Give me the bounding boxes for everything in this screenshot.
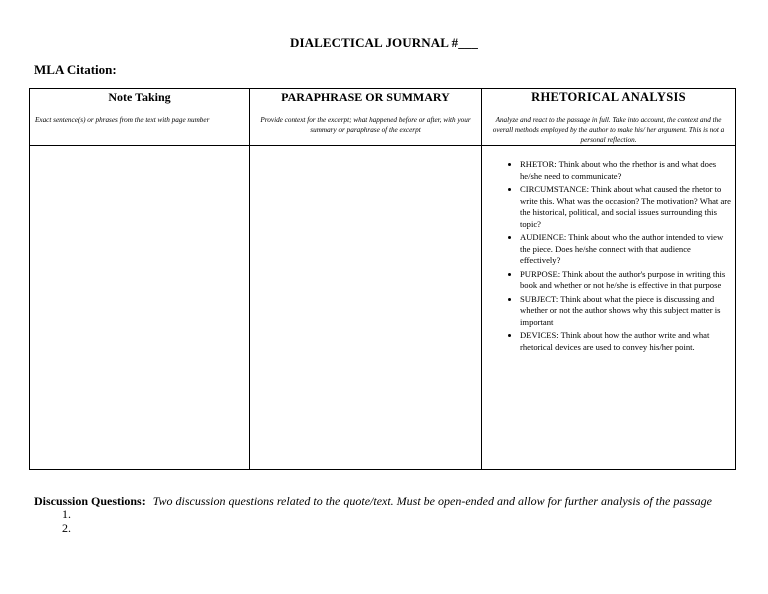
paraphrase-cell[interactable]: [250, 146, 482, 470]
journal-title: DIALECTICAL JOURNAL #___: [289, 35, 479, 50]
discussion-prompt: Two discussion questions related to the quote/text. Must be open-ended and allow for further analysis of the passage: [152, 494, 712, 508]
rhetorical-instructions: Analyze and react to the passage in full. Take into account, the context and the overall methods employed by the author to make his/ her argument. This is not a personal reflection.: [492, 116, 725, 144]
bullet-purpose: • PURPOSE: Think about the author's purpose in writing this book and whether or not he/she is effective in that purpose: [520, 269, 731, 292]
bullet-devices: • DEVICES: Think about how the author write and what rhetorical devices are used to convey his/her point.: [520, 330, 731, 353]
rhetorical-analysis-cell[interactable]: [482, 146, 736, 470]
note-taking-heading: Note Taking: [108, 90, 171, 104]
bullet-circumstance: • CIRCUMSTANCE: Think about what caused the rhetor to write this. What was the occasion? The motivation? What are the historical, political, and social issues surrounding this topic?: [520, 184, 731, 230]
table-body-row: [30, 146, 736, 470]
bullet-subject: • SUBJECT: Think about what the piece is discussing and whether or not the author shows why this subject matter is important: [520, 294, 731, 329]
journal-table: [29, 88, 736, 470]
discussion-questions: [34, 494, 712, 509]
discussion-question-2[interactable]: 2.: [62, 520, 71, 535]
bullet-rhetor: • RHETOR: Think about who the rhethor is and what does he/she need to communicate?: [520, 159, 731, 182]
bullet-audience: • AUDIENCE: Think about who the author intended to view the piece. Does he/she connect with that audience effectively?: [520, 232, 731, 267]
note-taking-header-cell: [30, 89, 250, 146]
note-taking-cell[interactable]: [30, 146, 250, 470]
paraphrase-heading: PARAPHRASE OR SUMMARY: [281, 90, 450, 104]
discussion-question-1[interactable]: 1.: [62, 507, 71, 521]
mla-citation-label: MLA Citation:: [34, 62, 117, 77]
analysis-bullet-list: [482, 159, 731, 353]
discussion-question-list: [62, 508, 71, 535]
rhetorical-header-cell: [482, 89, 736, 146]
note-taking-instructions: Exact sentence(s) or phrases from the text with page number: [35, 116, 210, 124]
discussion-label: Discussion Questions:: [34, 494, 146, 508]
table-header-row: [30, 89, 736, 146]
paraphrase-instructions: Provide context for the excerpt; what happened before or after, with your summary or paraphrase of the excerpt: [260, 116, 471, 134]
rhetorical-heading: RHETORICAL ANALYSIS: [531, 90, 686, 104]
paraphrase-header-cell: [250, 89, 482, 146]
